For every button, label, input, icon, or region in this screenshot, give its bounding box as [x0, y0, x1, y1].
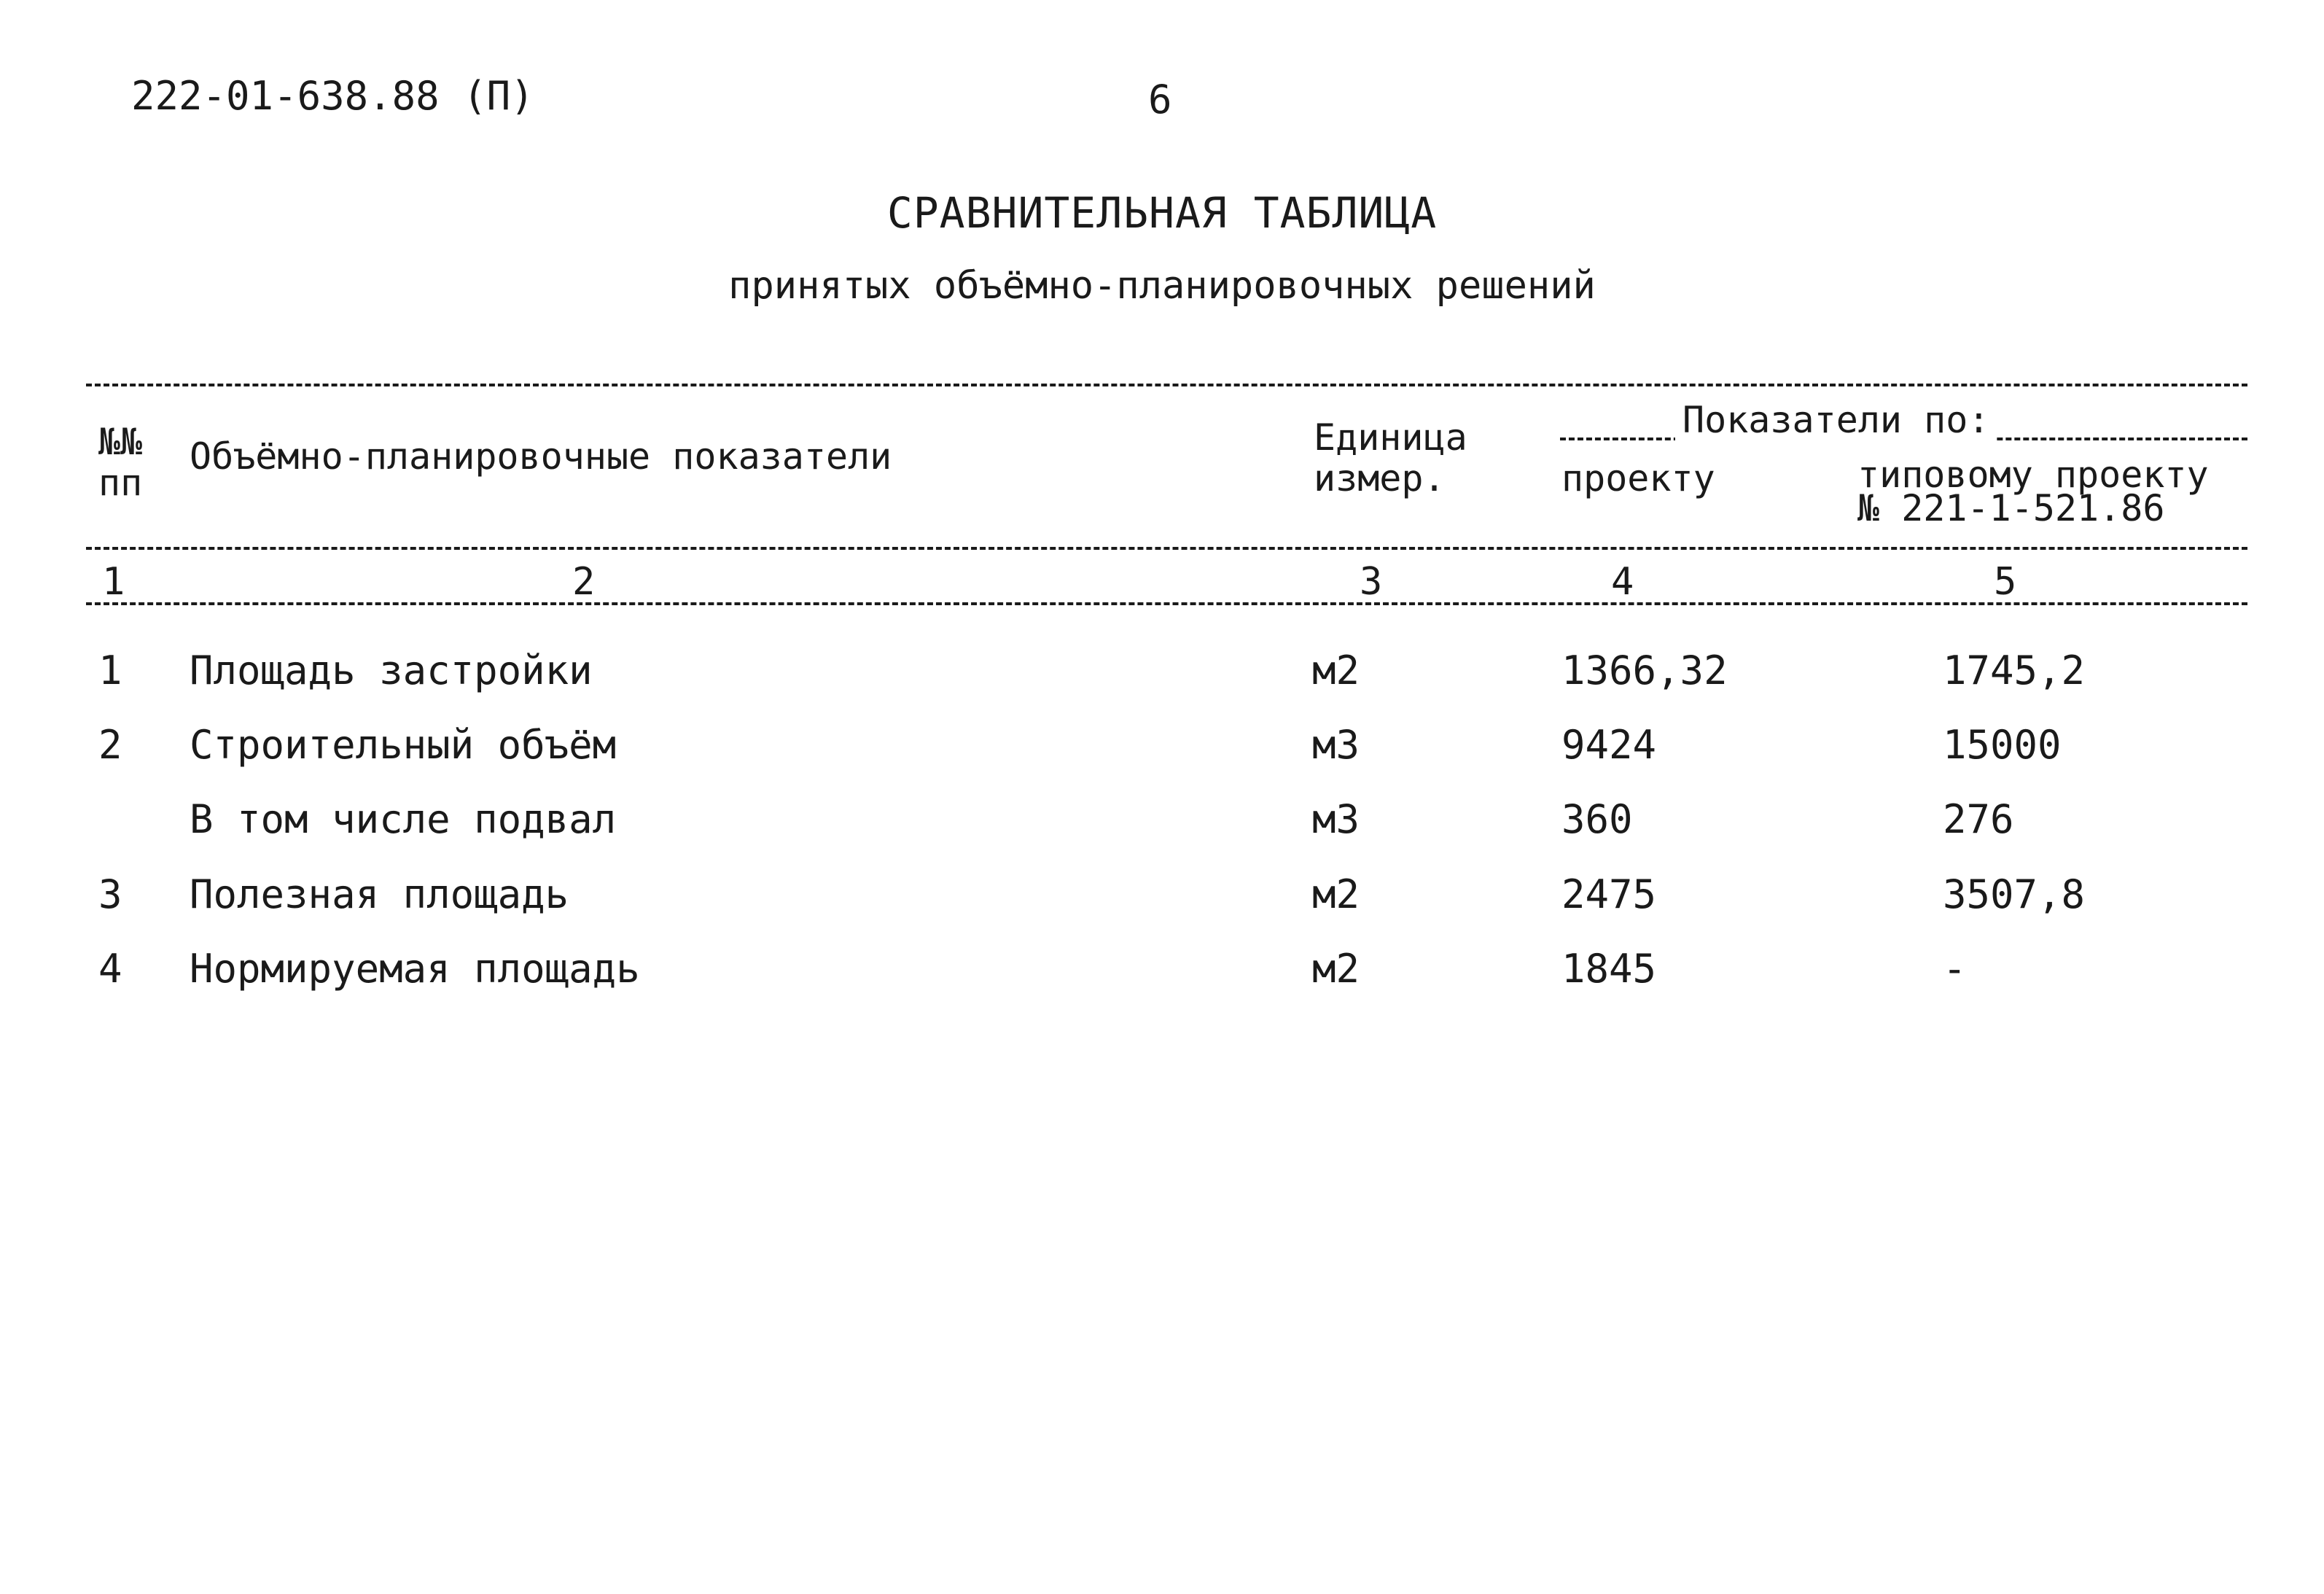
row-typical-value: 15000 — [1943, 722, 2062, 768]
column-number-2: 2 — [572, 560, 596, 604]
row-unit: м2 — [1312, 946, 1360, 992]
row-number: 3 — [98, 871, 122, 917]
header-unit-line1: Единица — [1314, 416, 1467, 459]
column-numbers-rule — [86, 602, 2247, 605]
row-project-value: 1366,32 — [1561, 648, 1728, 693]
header-typical-line2: № 221-1-521.86 — [1857, 487, 2165, 529]
column-number-3: 3 — [1360, 560, 1383, 604]
row-indicator: Площадь застройки — [190, 648, 593, 693]
row-number: 1 — [98, 648, 122, 693]
header-project: проекту — [1561, 457, 1715, 499]
row-project-value: 1845 — [1561, 946, 1657, 992]
row-typical-value: - — [1943, 946, 1967, 992]
header-indicators: Объёмно-планировочные показатели — [190, 435, 892, 478]
row-number: 4 — [98, 946, 122, 992]
row-typical-value: 1745,2 — [1943, 648, 2086, 693]
header-number-cell — [98, 421, 142, 503]
column-number-5: 5 — [1994, 560, 2017, 604]
header-typical-line1: типовому проекту — [1857, 454, 2209, 496]
row-number: 2 — [98, 722, 122, 768]
header-bottom-rule — [86, 547, 2247, 550]
header-number-line1: №№ — [98, 421, 143, 463]
page-number: 6 — [1148, 77, 1172, 123]
row-indicator: В том числе подвал — [190, 796, 617, 842]
row-project-value: 9424 — [1561, 722, 1657, 768]
row-unit: м2 — [1312, 648, 1360, 693]
column-number-4: 4 — [1611, 560, 1634, 604]
row-unit: м3 — [1312, 722, 1360, 768]
row-indicator: Нормируемая площадь — [190, 946, 640, 992]
row-unit: м3 — [1312, 796, 1360, 842]
row-typical-value: 3507,8 — [1943, 871, 2086, 917]
column-number-1: 1 — [102, 560, 125, 604]
header-unit-line2: измер. — [1314, 457, 1446, 499]
row-indicator: Строительный объём — [190, 722, 617, 768]
header-unit-cell — [1314, 417, 1467, 499]
row-project-value: 360 — [1561, 796, 1633, 842]
document-code: 222-01-638.88 (П) — [131, 73, 534, 119]
row-typical-value: 276 — [1943, 796, 2014, 842]
table-subtitle: принятых объёмно-планировочных решений — [728, 264, 1596, 308]
row-indicator: Полезная площадь — [190, 871, 569, 917]
header-typical-cell — [1857, 454, 2209, 529]
header-number-line2: пп — [98, 462, 143, 504]
header-group-label: Показатели по: — [1675, 400, 1997, 440]
table-title: СРАВНИТЕЛЬНАЯ ТАБЛИЦА — [886, 188, 1438, 238]
row-unit: м2 — [1312, 871, 1360, 917]
table-top-rule — [86, 384, 2247, 386]
row-project-value: 2475 — [1561, 871, 1657, 917]
